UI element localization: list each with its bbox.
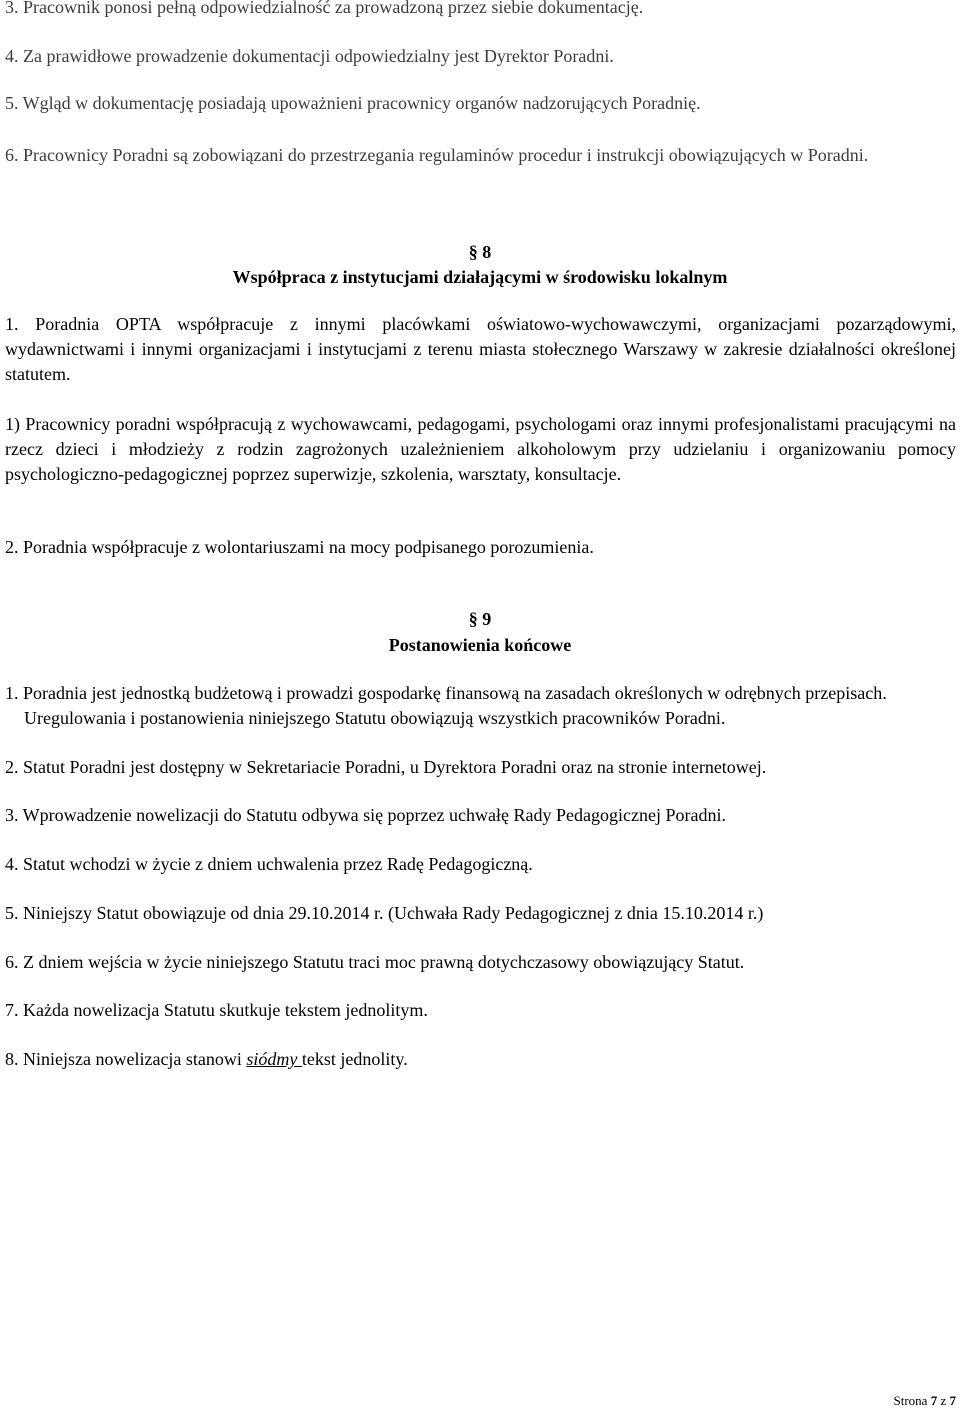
list-item xyxy=(5,1047,956,1072)
list-item-text: tekst jednolity. xyxy=(301,1049,408,1069)
list-item: 5. Wgląd w dokumentację posiadają upoważnieni pracownicy organów nadzorujących Poradnię. xyxy=(5,93,701,113)
footer-total-pages: 7 xyxy=(949,1393,956,1408)
emphasized-word: siódmy xyxy=(246,1049,302,1069)
list-item: 4. Za prawidłowe prowadzenie dokumentacji odpowiedzialny jest Dyrektor Poradni. xyxy=(5,46,614,66)
list-item: 7. Każda nowelizacja Statutu skutkuje tekstem jednolitym. xyxy=(5,1000,428,1020)
list-item: 3. Wprowadzenie nowelizacji do Statutu odbywa się poprzez uchwałę Rady Pedagogicznej Poradni. xyxy=(5,805,726,825)
paragraph: 1) Pracownicy poradni współpracują z wychowawcami, pedagogami, psychologami oraz innymi profesjonalistami pracującymi na rzecz dzieci i młodzieży z rodzin zagrożonych uzależnieniem alkoholowym przy udzielaniu i organizowaniu pomocy psychologiczno-pedagogicznej poprzez superwizje, szkolenia, warsztaty, konsultacje. xyxy=(5,414,956,484)
list-item-text: 8. Niniejsza nowelizacja stanowi xyxy=(5,1049,247,1069)
footer-label: Strona xyxy=(893,1393,931,1408)
section-8-number: § 8 xyxy=(468,242,492,262)
footer-current-page: 7 xyxy=(930,1393,938,1408)
list-item: 5. Niniejszy Statut obowiązuje od dnia 29.10.2014 r. (Uchwała Rady Pedagogicznej z dnia 15.10.2014 r.) xyxy=(5,903,764,923)
section-9-number: § 9 xyxy=(468,609,492,629)
list-item: 3. Pracownik ponosi pełną odpowiedzialność za prowadzoną przez siebie dokumentację. xyxy=(5,0,644,17)
paragraph: 1. Poradnia OPTA współpracuje z innymi placówkami oświatowo-wychowawczymi, organizacjami pozarządowymi, wydawnictwami i innymi organizacjami i instytucjami z terenu miasta stołecznego Warszawy w zakresie działalności określonej statutem. xyxy=(5,314,956,384)
list-item: 6. Z dniem wejścia w życie niniejszego Statutu traci moc prawną dotychczasowy obowiązujący Statut. xyxy=(5,952,745,972)
section-9-title: Postanowienia końcowe xyxy=(388,635,572,655)
footer-separator: z xyxy=(937,1393,950,1408)
list-item: 6. Pracownicy Poradni są zobowiązani do przestrzegania regulaminów procedur i instrukcji obowiązujących w Poradni. xyxy=(5,145,869,165)
section-8-title: Współpraca z instytucjami działającymi w środowisku lokalnym xyxy=(232,267,728,287)
list-item: 1. Poradnia jest jednostką budżetową i prowadzi gospodarkę finansową na zasadach określonych w odrębnych przepisach. Uregulowania i postanowienia niniejszego Statutu obowiązują wszystkich pracowników Poradni. xyxy=(5,683,887,728)
list-item: 4. Statut wchodzi w życie z dniem uchwalenia przez Radę Pedagogiczną. xyxy=(5,854,533,874)
paragraph: 2. Poradnia współpracuje z wolontariuszami na mocy podpisanego porozumienia. xyxy=(5,537,594,557)
page-footer xyxy=(894,1393,956,1409)
list-item: 2. Statut Poradni jest dostępny w Sekretariacie Poradni, u Dyrektora Poradni oraz na stronie internetowej. xyxy=(5,757,767,777)
